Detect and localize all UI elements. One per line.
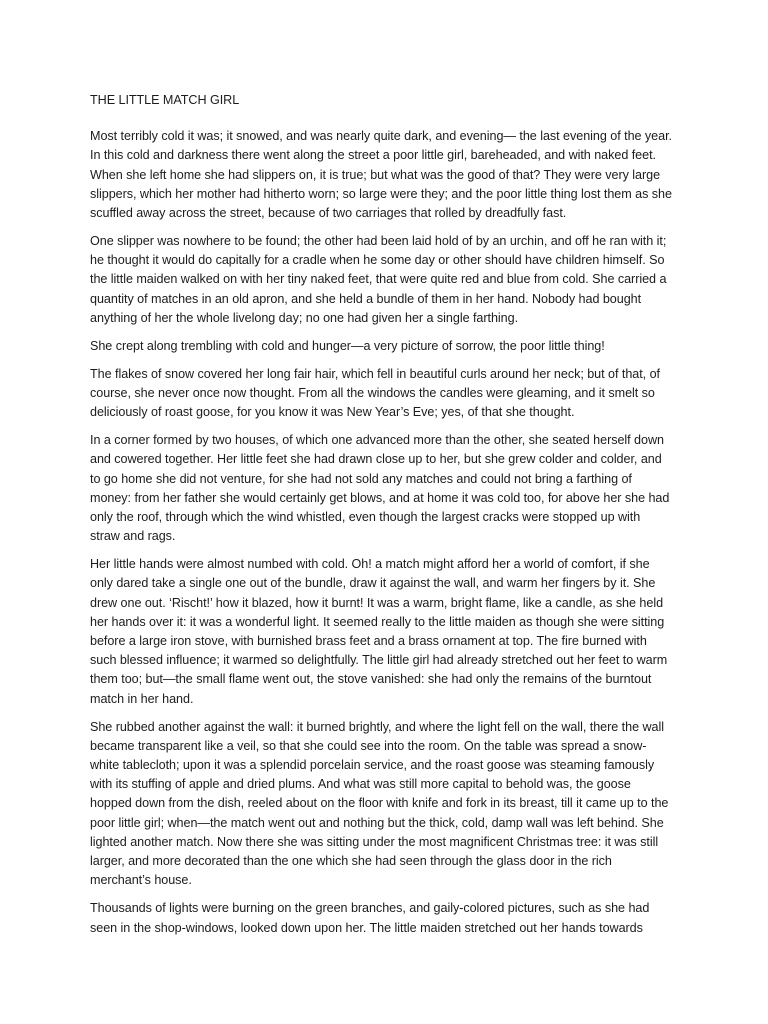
paragraph-2: One slipper was nowhere to be found; the other had been laid hold of by an urchin, and off he ran with it; he thought it would do capitally for a cradle when he some day or other should have children himself. So the little maiden walked on with her tiny naked feet, that were quite red and blue from cold. She carried a quantity of matches in an old apron, and she held a bundle of them in her hand. Nobody had bought anything of her the whole livelong day; no one had given her a single farthing. <box>90 234 667 325</box>
paragraph-5: In a corner formed by two houses, of which one advanced more than the other, she seated herself down and cowered together. Her little feet she had drawn close up to her, but she grew colder and colder, and to go home she did not venture, for she had not sold any matches and could not bring a farthing of money: from her father she would certainly get blows, and at home it was cold too, for above her she had only the roof, through which the wind whistled, even though the largest cracks were stopped up with straw and rags. <box>90 433 670 544</box>
paragraph-1: Most terribly cold it was; it snowed, and was nearly quite dark, and evening— the last evening of the year. In this cold and darkness there went along the street a poor little girl, bareheaded, and with naked feet. When she left home she had slippers on, it is true; but what was the good of that? They were very large slippers, which her mother had hitherto worn; so large were they; and the poor little thing lost them as she scuffled away across the street, because of two carriages that rolled by dreadfully fast. <box>90 129 672 221</box>
paragraph-3: She crept along trembling with cold and hunger—a very picture of sorrow, the poor little thing! <box>90 338 605 353</box>
paragraph-6: Her little hands were almost numbed with cold. Oh! a match might afford her a world of comfort, if she only dared take a single one out of the bundle, draw it against the wall, and warm her fingers by it. She drew one out. ‘Rischt!’ how it blazed, how it burnt! It was a warm, bright flame, like a candle, as she held her hands over it: it was a wonderful light. It seemed really to the little maiden as though she were sitting before a large iron stove, with burnished brass feet and a brass ornament at top. The fire burned with such blessed influence; it warmed so delightfully. The little girl had already stretched out her feet to warm them too; but—the small flame went out, the stove vanished: she had only the remains of the burntout match in her hand. <box>90 557 668 706</box>
document-title: THE LITTLE MATCH GIRL <box>90 93 240 107</box>
paragraph-4: The flakes of snow covered her long fair hair, which fell in beautiful curls around her neck; but of that, of course, she never once now thought. From all the windows the candles were gleaming, and it smelt so deliciously of roast goose, for you know it was New Year’s Eve; yes, of that she thought. <box>90 366 660 420</box>
paragraph-8: Thousands of lights were burning on the green branches, and gaily-colored pictures, such as she had seen in the shop-windows, looked down upon her. The little maiden stretched out her hands towards <box>90 901 650 935</box>
document-body <box>90 91 672 947</box>
paragraph-7: She rubbed another against the wall: it burned brightly, and where the light fell on the wall, there the wall became transparent like a veil, so that she could see into the room. On the table was spread a snow-white tablecloth; upon it was a splendid porcelain service, and the roast goose was steaming famously with its stuffing of apple and dried plums. And what was still more capital to behold was, the goose hopped down from the dish, reeled about on the floor with knife and fork in its breast, till it came up to the poor little girl; when—the match went out and nothing but the thick, cold, damp wall was left behind. She lighted another match. Now there she was sitting under the most magnificent Christmas tree: it was still larger, and more decorated than the one which she had seen through the glass door in the rich merchant’s house. <box>90 719 669 888</box>
